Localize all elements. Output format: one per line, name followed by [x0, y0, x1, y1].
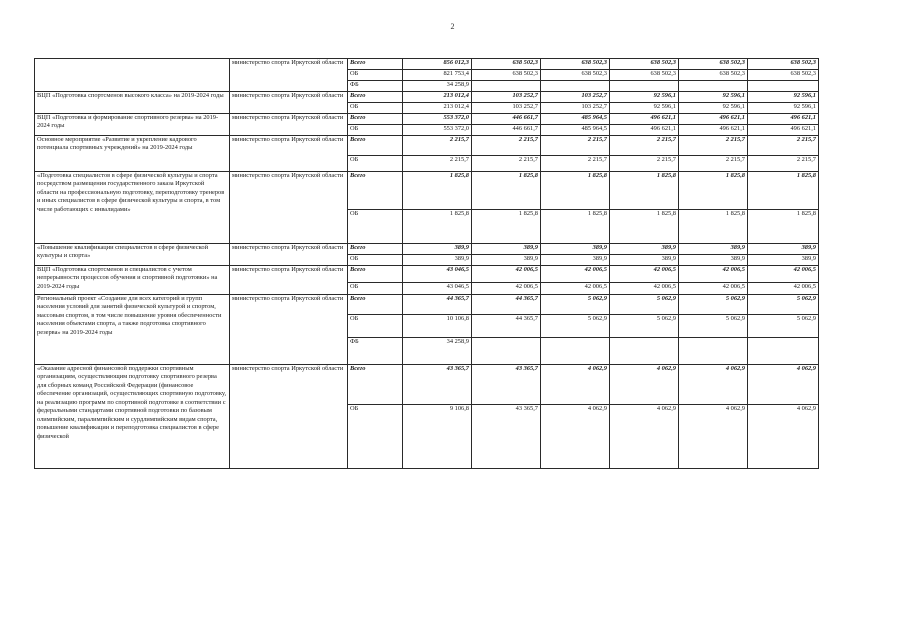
funding-source-cell: ОБ [348, 405, 403, 469]
amount-cell: 92 596,1 [679, 92, 748, 103]
amount-cell: 389,9 [472, 244, 541, 255]
program-name-cell: «Подготовка специалистов в сфере физической культуры и спорта посредством размещения государственного заказа Иркутской области на профессиональную подготовку, переподготовку тренеров и иных специалистов в сфере физической культуры и спорта, в том числе работающих с инвалидами» [35, 172, 230, 244]
program-name-cell: ВЦП «Подготовка и формирование спортивного резерва» на 2019-2024 годы [35, 114, 230, 136]
amount-cell: 496 621,1 [679, 114, 748, 125]
amount-cell: 1 825,8 [541, 172, 610, 210]
amount-cell: 2 215,7 [748, 136, 819, 156]
amount-cell: 2 215,7 [679, 156, 748, 172]
ministry-cell: министерство спорта Иркутской области [230, 136, 348, 172]
amount-cell: 446 661,7 [472, 125, 541, 136]
budget-table-body [35, 59, 819, 469]
table-row [35, 172, 819, 210]
page-number: 2 [450, 22, 455, 31]
amount-cell: 496 621,1 [610, 114, 679, 125]
funding-source-cell: Всего [348, 295, 403, 315]
funding-source-cell: Всего [348, 59, 403, 70]
amount-cell: 2 215,7 [748, 156, 819, 172]
amount-cell: 42 006,5 [748, 283, 819, 295]
amount-cell: 213 012,4 [403, 92, 472, 103]
amount-cell: 856 012,3 [403, 59, 472, 70]
amount-cell: 638 502,3 [541, 70, 610, 81]
amount-cell: 5 062,9 [610, 295, 679, 315]
amount-cell [541, 338, 610, 365]
amount-cell: 2 215,7 [610, 136, 679, 156]
amount-cell: 103 252,7 [541, 92, 610, 103]
amount-cell: 389,9 [403, 244, 472, 255]
table-row [35, 295, 819, 315]
amount-cell: 553 372,0 [403, 114, 472, 125]
amount-cell: 496 621,1 [679, 125, 748, 136]
amount-cell: 496 621,1 [610, 125, 679, 136]
ministry-cell: министерство спорта Иркутской области [230, 295, 348, 365]
ministry-cell: министерство спорта Иркутской области [230, 114, 348, 136]
amount-cell: 638 502,3 [610, 59, 679, 70]
amount-cell: 2 215,7 [472, 136, 541, 156]
amount-cell: 34 258,9 [403, 338, 472, 365]
amount-cell: 1 825,8 [748, 172, 819, 210]
amount-cell: 446 661,7 [472, 114, 541, 125]
amount-cell: 485 964,5 [541, 114, 610, 125]
amount-cell: 10 106,8 [403, 315, 472, 338]
amount-cell: 638 502,3 [679, 70, 748, 81]
amount-cell: 496 621,1 [748, 125, 819, 136]
funding-source-cell: ОБ [348, 315, 403, 338]
funding-source-cell: ОБ [348, 283, 403, 295]
program-name-cell: ВЦП «Подготовка спортсменов и специалистов с учетом непрерывности процессов обучения и спортивной подготовки» на 2019-2024 годы [35, 266, 230, 295]
amount-cell: 103 252,7 [472, 103, 541, 114]
amount-cell: 5 062,9 [748, 295, 819, 315]
amount-cell: 92 596,1 [610, 103, 679, 114]
amount-cell: 5 062,9 [679, 295, 748, 315]
amount-cell: 485 964,5 [541, 125, 610, 136]
amount-cell: 638 502,3 [748, 70, 819, 81]
amount-cell: 103 252,7 [541, 103, 610, 114]
amount-cell: 5 062,9 [679, 315, 748, 338]
amount-cell: 638 502,3 [679, 59, 748, 70]
amount-cell: 4 062,9 [679, 405, 748, 469]
amount-cell: 213 012,4 [403, 103, 472, 114]
amount-cell: 4 062,9 [748, 405, 819, 469]
funding-source-cell: ОБ [348, 255, 403, 266]
amount-cell: 2 215,7 [403, 136, 472, 156]
funding-source-cell: ФБ [348, 338, 403, 365]
funding-source-cell: Всего [348, 172, 403, 210]
amount-cell: 42 006,5 [472, 266, 541, 283]
amount-cell: 1 825,8 [748, 210, 819, 244]
amount-cell [748, 81, 819, 92]
amount-cell: 1 825,8 [403, 172, 472, 210]
amount-cell: 43 365,7 [472, 405, 541, 469]
amount-cell: 42 006,5 [541, 283, 610, 295]
amount-cell: 5 062,9 [610, 315, 679, 338]
funding-source-cell: Всего [348, 114, 403, 125]
amount-cell: 4 062,9 [748, 365, 819, 405]
amount-cell: 389,9 [403, 255, 472, 266]
funding-source-cell: Всего [348, 136, 403, 156]
funding-source-cell: Всего [348, 365, 403, 405]
ministry-cell: министерство спорта Иркутской области [230, 266, 348, 295]
amount-cell: 389,9 [541, 255, 610, 266]
table-row [35, 136, 819, 156]
table-row [35, 92, 819, 103]
funding-source-cell: Всего [348, 92, 403, 103]
amount-cell: 92 596,1 [610, 92, 679, 103]
amount-cell: 389,9 [748, 255, 819, 266]
amount-cell: 4 062,9 [541, 405, 610, 469]
amount-cell: 389,9 [472, 255, 541, 266]
amount-cell: 1 825,8 [679, 172, 748, 210]
table-row [35, 114, 819, 125]
funding-source-cell: Всего [348, 266, 403, 283]
amount-cell: 1 825,8 [679, 210, 748, 244]
amount-cell: 638 502,3 [610, 70, 679, 81]
amount-cell: 1 825,8 [541, 210, 610, 244]
funding-source-cell: ОБ [348, 70, 403, 81]
amount-cell [610, 81, 679, 92]
amount-cell: 389,9 [679, 255, 748, 266]
amount-cell: 43 046,5 [403, 283, 472, 295]
amount-cell: 9 106,8 [403, 405, 472, 469]
funding-source-cell: ОБ [348, 210, 403, 244]
amount-cell: 5 062,9 [541, 315, 610, 338]
ministry-cell: министерство спорта Иркутской области [230, 365, 348, 469]
amount-cell: 42 006,5 [541, 266, 610, 283]
amount-cell [541, 81, 610, 92]
funding-source-cell: ОБ [348, 103, 403, 114]
funding-source-cell: Всего [348, 244, 403, 255]
amount-cell: 389,9 [610, 255, 679, 266]
amount-cell: 1 825,8 [472, 210, 541, 244]
amount-cell: 389,9 [748, 244, 819, 255]
amount-cell: 496 621,1 [748, 114, 819, 125]
table-row [35, 59, 819, 70]
amount-cell: 638 502,3 [541, 59, 610, 70]
ministry-cell: министерство спорта Иркутской области [230, 92, 348, 114]
amount-cell: 2 215,7 [472, 156, 541, 172]
amount-cell: 44 365,7 [472, 295, 541, 315]
amount-cell: 42 006,5 [610, 283, 679, 295]
amount-cell: 34 258,9 [403, 81, 472, 92]
amount-cell: 638 502,3 [472, 59, 541, 70]
amount-cell: 43 365,7 [472, 365, 541, 405]
amount-cell: 553 372,0 [403, 125, 472, 136]
amount-cell: 389,9 [610, 244, 679, 255]
amount-cell: 389,9 [679, 244, 748, 255]
amount-cell: 4 062,9 [679, 365, 748, 405]
table-row [35, 244, 819, 255]
program-name-cell: ВЦП «Подготовка спортсменов высокого класса» на 2019-2024 годы [35, 92, 230, 114]
amount-cell: 4 062,9 [610, 405, 679, 469]
amount-cell: 92 596,1 [679, 103, 748, 114]
amount-cell: 2 215,7 [403, 156, 472, 172]
amount-cell: 5 062,9 [748, 315, 819, 338]
amount-cell: 42 006,5 [748, 266, 819, 283]
amount-cell: 92 596,1 [748, 92, 819, 103]
amount-cell: 5 062,9 [541, 295, 610, 315]
amount-cell: 44 365,7 [472, 315, 541, 338]
amount-cell: 638 502,3 [748, 59, 819, 70]
amount-cell [610, 338, 679, 365]
funding-source-cell: ОБ [348, 156, 403, 172]
amount-cell: 4 062,9 [610, 365, 679, 405]
amount-cell: 1 825,8 [403, 210, 472, 244]
amount-cell: 2 215,7 [541, 156, 610, 172]
amount-cell: 821 753,4 [403, 70, 472, 81]
amount-cell: 1 825,8 [472, 172, 541, 210]
ministry-cell: министерство спорта Иркутской области [230, 244, 348, 266]
amount-cell: 43 046,5 [403, 266, 472, 283]
budget-table [34, 58, 819, 469]
amount-cell: 42 006,5 [679, 266, 748, 283]
amount-cell: 638 502,3 [472, 70, 541, 81]
program-name-cell: «Оказание адресной финансовой поддержки спортивным организациям, осуществляющим подготовку спортивного резерва для сборных команд Российской Федерации (финансовое обеспечение организаций, осуществляющих спортивную подготовку, на реализацию программ по спортивной подготовке в соответствии с федеральными стандартами спортивной подготовки по базовым олимпийским, паралимпийским и сурдлимпийским видам спорта, повышение квалификации и переподготовка специалистов в сфере физической [35, 365, 230, 469]
funding-source-cell: ФБ [348, 81, 403, 92]
amount-cell: 2 215,7 [610, 156, 679, 172]
amount-cell: 1 825,8 [610, 210, 679, 244]
program-name-cell: Региональный проект «Создание для всех категорий и групп населения условий для занятий физической культурой и спортом, массовым спортом, в том числе повышение уровня обеспеченности населения объектами спорта, а также подготовка спортивного резерва» на 2019-2024 годы [35, 295, 230, 365]
amount-cell: 4 062,9 [541, 365, 610, 405]
amount-cell: 44 365,7 [403, 295, 472, 315]
program-name-cell: «Повышение квалификации специалистов в сфере физической культуры и спорта» [35, 244, 230, 266]
amount-cell [472, 338, 541, 365]
amount-cell: 43 365,7 [403, 365, 472, 405]
amount-cell: 1 825,8 [610, 172, 679, 210]
amount-cell: 103 252,7 [472, 92, 541, 103]
program-name-cell [35, 59, 230, 92]
amount-cell: 42 006,5 [472, 283, 541, 295]
amount-cell [679, 81, 748, 92]
amount-cell [472, 81, 541, 92]
program-name-cell: Основное мероприятие «Развитие и укрепление кадрового потенциала спортивных учреждений» на 2019-2024 годы [35, 136, 230, 172]
ministry-cell: министерство спорта Иркутской области [230, 59, 348, 92]
amount-cell: 42 006,5 [610, 266, 679, 283]
amount-cell [679, 338, 748, 365]
table-row [35, 365, 819, 405]
funding-source-cell: ОБ [348, 125, 403, 136]
ministry-cell: министерство спорта Иркутской области [230, 172, 348, 244]
amount-cell [748, 338, 819, 365]
amount-cell: 389,9 [541, 244, 610, 255]
amount-cell: 42 006,5 [679, 283, 748, 295]
amount-cell: 92 596,1 [748, 103, 819, 114]
amount-cell: 2 215,7 [679, 136, 748, 156]
table-row [35, 266, 819, 283]
amount-cell: 2 215,7 [541, 136, 610, 156]
